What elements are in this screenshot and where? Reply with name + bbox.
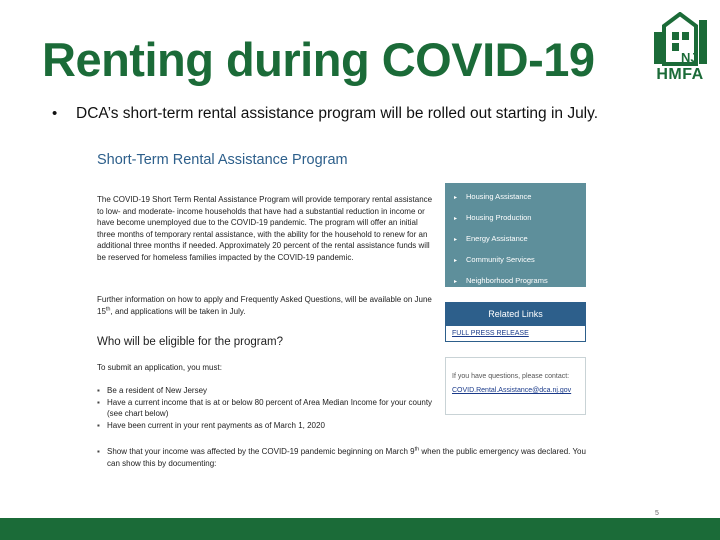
sidebar-item-energy-assistance[interactable] (445, 228, 586, 249)
related-links-heading: Related Links (446, 303, 585, 326)
program-description: The COVID-19 Short Term Rental Assistance Program will provide temporary rental assistance to low- and moderate- income households that have had a substantial reduction in income or have become unemployed due to the COVID-19 pandemic. The program will offer an initial three months of temporary rental assistance, with the ability for the household to renew for an additional three months if needed. Approximately 20 percent of the rental assistance funds will be reserved for homeless families impacted by the COVID-19 pandemic. (97, 195, 433, 262)
chevron-right-icon: ▸ (454, 216, 458, 222)
chevron-right-icon: ▸ (454, 195, 458, 201)
application-info (97, 294, 437, 317)
contact-box (445, 357, 586, 415)
webpage-screenshot (92, 150, 592, 488)
slide-title: Renting during COVID-19 (42, 33, 595, 86)
contact-text: If you have questions, please contact: (452, 373, 570, 380)
contact-email-link[interactable]: COVID.Rental.Assistance@dca.nj.gov (452, 387, 572, 394)
list-item: ▪ Be a resident of New Jersey (97, 385, 437, 397)
eligibility-heading: Who will be eligible for the program? (97, 336, 284, 348)
bullet-dot: • (52, 105, 58, 122)
superscript: th (105, 305, 111, 312)
sidebar-item-label: Community Services (466, 255, 535, 264)
sidebar-item-label: Housing Assistance (466, 192, 532, 201)
sidebar-nav (445, 183, 586, 287)
related-links-box (445, 302, 586, 342)
page-number: 5 (655, 510, 659, 517)
logo-nj-text: NJ (681, 50, 698, 65)
sidebar-item-label: Energy Assistance (466, 234, 528, 243)
chevron-right-icon: ▸ (454, 279, 458, 285)
list-item (97, 446, 592, 469)
sidebar-item-neighborhood-programs[interactable] (445, 270, 586, 291)
hmfa-logo (650, 12, 710, 86)
chevron-right-icon: ▸ (454, 237, 458, 243)
requirements-list (97, 385, 437, 431)
footer-bar (0, 518, 720, 540)
application-info-text: Further information on how to apply and Frequently Asked Questions, will be available on June 15 (97, 295, 432, 316)
sidebar-item-housing-production[interactable] (445, 207, 586, 228)
superscript: th (414, 446, 420, 453)
sidebar-item-label: Neighborhood Programs (466, 276, 548, 285)
bullet-point (52, 105, 598, 123)
list-item: ▪ Have a current income that is at or below 80 percent of Area Median Income for your county (see chart below) (97, 397, 437, 420)
logo-text: HMFA (656, 66, 704, 83)
house-logo-icon (650, 12, 710, 66)
press-release-link[interactable]: FULL PRESS RELEASE (452, 330, 529, 337)
eligibility-intro: To submit an application, you must: (97, 363, 222, 372)
bullet-text: DCA’s short-term rental assistance program will be rolled out starting in July. (76, 105, 599, 122)
chevron-right-icon: ▸ (454, 258, 458, 264)
application-info-text-end: , and applications will be taken in July. (110, 306, 246, 316)
list-item: ▪ Have been current in your rent payments as of March 1, 2020 (97, 420, 437, 432)
webpage-title: Short-Term Rental Assistance Program (97, 152, 348, 168)
requirements-list-wide (97, 446, 592, 469)
sidebar-item-housing-assistance[interactable] (445, 186, 586, 207)
sidebar-item-label: Housing Production (466, 213, 532, 222)
sidebar-item-community-services[interactable] (445, 249, 586, 270)
list-item-text: Show that your income was affected by the COVID-19 pandemic beginning on March 9 (107, 447, 415, 456)
list-item-text-end: when the public emergency was declared. You can show this by documenting: (107, 447, 586, 468)
